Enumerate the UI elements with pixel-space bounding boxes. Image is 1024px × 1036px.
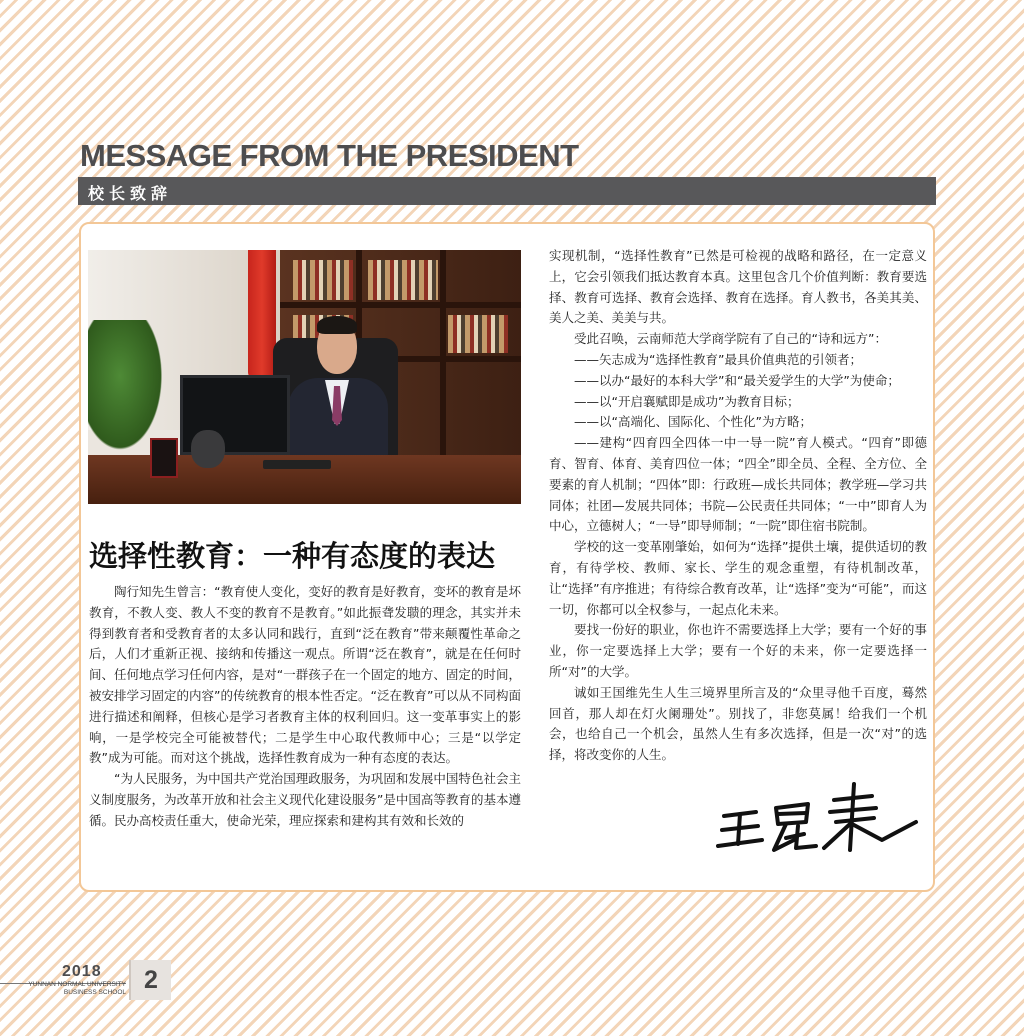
header-title-en: MESSAGE FROM THE PRESIDENT	[80, 138, 579, 173]
article-paragraph: ——矢志成为“选择性教育”最具价值典范的引领者；	[574, 351, 862, 367]
article-paragraph: 学校的这一变革刚肇始，如何为“选择”提供土壤，提供适切的教育，有待学校、教师、家长、学生的观念重塑，有待机制改革，让“选择”有序推进；有待综合教育改革，让“选择”变为“可能”，而这一切，你都可以全权参与，一起点化未来。	[549, 539, 927, 617]
article-paragraph: 陶行知先生曾言：“教育使人变化，变好的教育是好教育，变坏的教育是坏教育，不教人变、教人不变的教育不是教育。”如此振聋发聩的理念，其实并未得到教育者和受教育者的太多认同和践行，直到“泛在教育”带来颠覆性革命之后，人们才重新正视、接纳和传播这一观点。所谓“泛在教育”，就是在任何时间、任何地点学习任何内容，是对“一群孩子在一个固定的地方、固定的时间，被安排学习固定的内容”的传统教育的根本性否定。“泛在教育”可以从不同构面进行描述和阐释，但核心是学习者教育主体的权利回归。这一变革事实上的影响，一是学校完全可能被替代；二是学生中心取代教师中心；三是“以学定教”成为可能。而对这个挑战，选择性教育成为一种有态度的表达。	[89, 584, 521, 766]
article-paragraph: ——建构“四育四全四体一中一导一院”育人模式。“四育”即德育、智育、体育、美育四位一体；“四全”即全员、全程、全方位、全要素的育人机制；“四体”即：行政班—成长共同体；教学班—学习共同体；社团—发展共同体；书院—公民责任共同体；“一中”即育人为中心，立德树人；“一导”即导师制；“一院”即住宿书院制。	[549, 435, 927, 534]
article-paragraph: ——以“高端化、国际化、个性化”为方略；	[574, 414, 812, 430]
president-photo	[88, 250, 521, 504]
article-paragraph: “为人民服务，为中国共产党治国理政服务，为巩固和发展中国特色社会主义制度服务，为改革开放和社会主义现代化建设服务”是中国高等教育的基本遵循。民办高校责任重大，使命光荣，理应探索和建构其有效和长效的	[89, 771, 521, 828]
article-paragraph: 要找一份好的职业，你也许不需要选择上大学；要有一个好的事业，你一定要选择上大学；要有一个好的未来，你一定要选择一所“对”的大学。	[549, 622, 927, 679]
president-signature	[716, 778, 921, 858]
footer-year: 2018	[62, 963, 102, 980]
article-title: 选择性教育：一种有态度的表达	[89, 539, 496, 573]
footer-school-name	[8, 981, 126, 997]
footer-school-line1: YUNNAN NORMAL UNIVERSITY	[28, 981, 126, 988]
article-paragraph: ——以“开启襄赋即是成功”为教育目标；	[574, 393, 800, 409]
article-left-column	[89, 582, 521, 832]
article-paragraph: 诚如王国维先生人生三境界里所言及的“众里寻他千百度，蓦然回首，那人却在灯火阑珊处”。别找了，非您莫属！给我们一个机会，也给自己一个机会，虽然人生有多次选择，但是一次“对”的选择，将改变你的人生。	[549, 684, 927, 763]
article-paragraph: 受此召唤，云南师范大学商学院有了自己的“诗和远方”：	[574, 331, 887, 347]
article-right-column	[549, 246, 927, 766]
header-bar	[78, 177, 936, 205]
article-paragraph: ——以办“最好的本科大学”和“最关爱学生的大学”为使命；	[574, 372, 900, 388]
footer-school-line2: BUSINESS SCHOOL	[63, 989, 126, 996]
page-number: 2	[129, 960, 171, 1000]
article-paragraph: 实现机制，“选择性教育”已然是可检视的战略和路径，在一定意义上，它会引领我们抵达教育本真。这里包含几个价值判断：教育要选择、教育可选择、教育会选择、教育在选择。育人教书，各美其美、美人之美、美美与共。	[549, 248, 927, 326]
header-title-cn: 校长致辞	[88, 184, 173, 203]
